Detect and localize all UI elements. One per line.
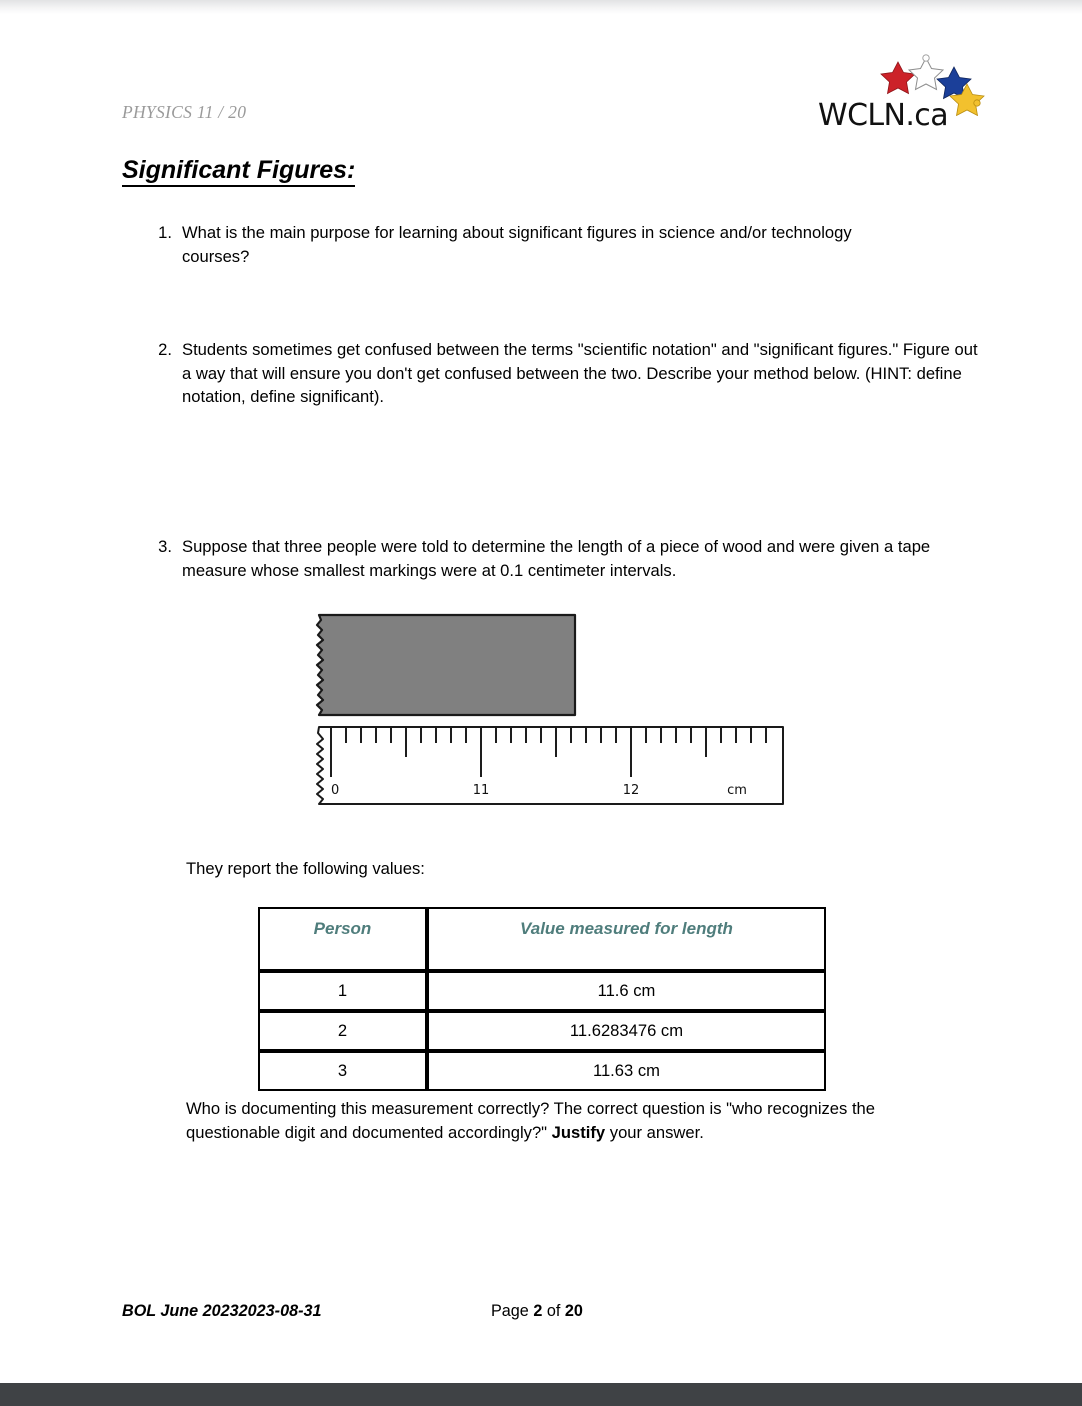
closing-part1: Who is documenting this measurement correctly? The correct question is "who recognizes the questionable digit and documented accordingly?" (186, 1099, 876, 1143)
cell-person-1: 1 (258, 971, 427, 1011)
closing-part2: your answer. (605, 1123, 704, 1143)
question-item-3 (150, 535, 940, 582)
report-values-line: They report the following values: (186, 859, 425, 878)
table-header-row (258, 907, 826, 971)
footer-of-word: of (542, 1302, 565, 1320)
measured-values-table (258, 907, 826, 1091)
document-page (0, 14, 1082, 1383)
logo-word-suffix: .ca (905, 98, 948, 133)
table-row (258, 1051, 826, 1091)
table-header-person: Person (258, 907, 427, 971)
closing-emphasis: Justify (551, 1123, 606, 1143)
cell-person-2: 2 (258, 1011, 427, 1051)
viewer-bottom-bar (0, 1383, 1082, 1406)
question-text-2: Students sometimes get confused between the terms "scientific notation" and "significant figures." Figure out a way that will ensure you don't get confused between the two. Describe your method below. (HINT: define notation, define significant). (182, 340, 978, 407)
cell-value-3: 11.63 cm (427, 1051, 826, 1091)
question-text-1: What is the main purpose for learning about significant figures in science and/or technology courses? (182, 223, 852, 266)
cell-value-2: 11.6283476 cm (427, 1011, 826, 1051)
footer-page-indicator (491, 1302, 583, 1321)
table-header-value: Value measured for length (427, 907, 826, 971)
ruler-label-11: 11 (472, 783, 490, 798)
question-item-2 (150, 338, 980, 409)
wood-and-ruler-diagram (305, 609, 795, 809)
wcln-logo[interactable] (810, 54, 990, 136)
question-text-3: Suppose that three people were told to determine the length of a piece of wood and were given a tape measure whose smallest markings were at 0.1 centimeter intervals. (182, 537, 931, 580)
footer-total-pages: 20 (564, 1302, 583, 1320)
wood-block (317, 615, 575, 715)
question-number-3: 3. (158, 537, 172, 556)
cell-person-3: 3 (258, 1051, 427, 1091)
question-number-2: 2. (158, 340, 172, 359)
footer-page-number: 2 (533, 1302, 543, 1320)
ruler (317, 727, 783, 804)
cell-value-1: 11.6 cm (427, 971, 826, 1011)
logo-word-main: WCLN (818, 98, 906, 133)
course-header-label: PHYSICS 11 / 20 (122, 102, 247, 122)
table-row (258, 971, 826, 1011)
logo-wordmark (818, 98, 948, 133)
table-row (258, 1011, 826, 1051)
footer-revision-label: BOL June 20232023-08-31 (122, 1302, 322, 1320)
ruler-label-0: 0 (331, 783, 340, 798)
footer-page-word: Page (491, 1302, 534, 1320)
ruler-label-unit-cm: cm (727, 783, 747, 798)
question-number-1: 1. (158, 223, 172, 242)
viewer-top-shade (0, 0, 1082, 14)
page-title: Significant Figures: (122, 156, 355, 187)
closing-paragraph (186, 1097, 956, 1145)
ruler-label-12: 12 (622, 783, 640, 798)
question-item-1 (150, 221, 910, 268)
